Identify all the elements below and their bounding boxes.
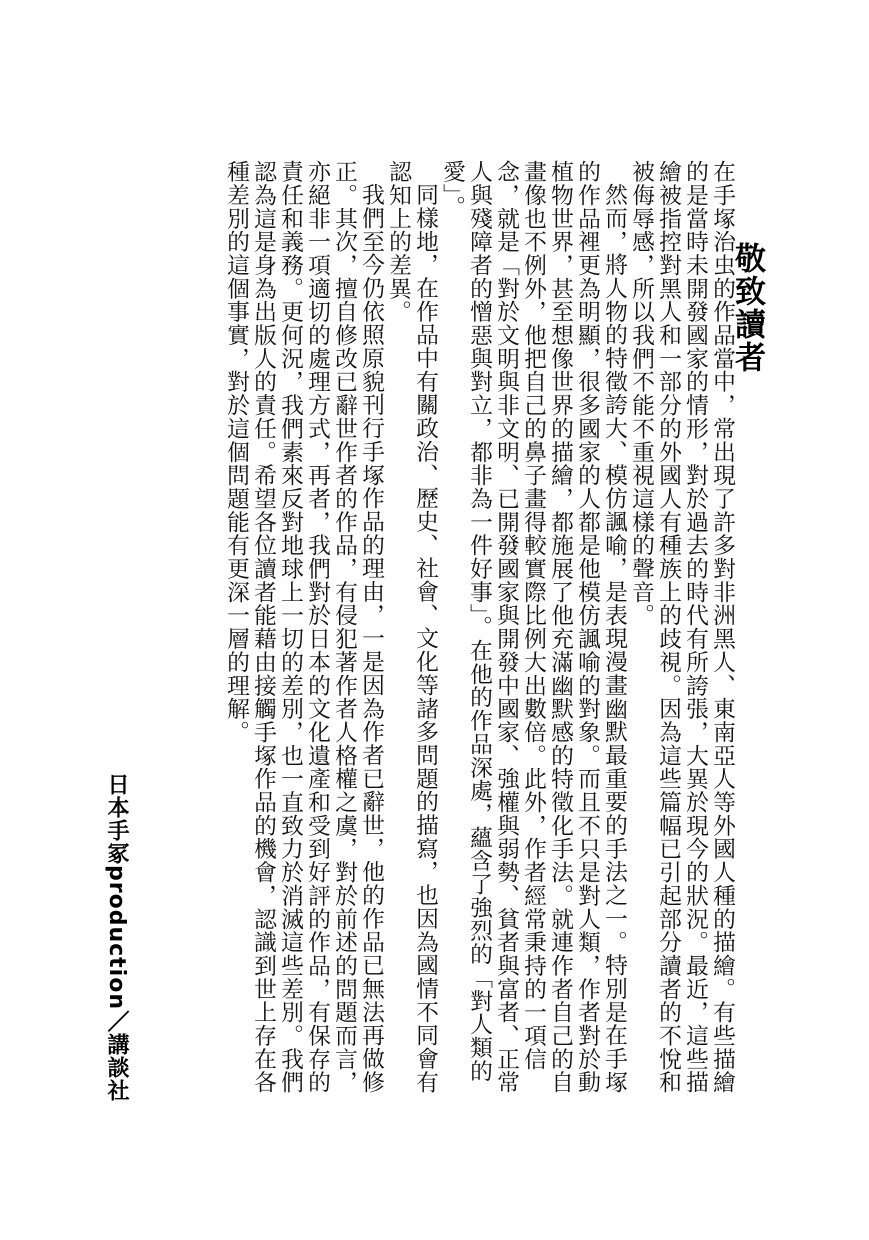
paragraph-1: 在手塚治虫的作品當中，常出現了許多對非洲黑人、東南亞人等外國人種的描繪。有些描繪的是當時未開發國家的情形，對於過去的時代有所誇張，大異於現今的狀況。最近，這些描繪被指控對黑人和一部分的外國人有種族上的歧視。因為這些篇幅已引起部分讀者的不悅和被侮辱感，所以我們不能不重視這樣的聲音。 xyxy=(628,160,735,1094)
paragraph-4: 我們至今仍依照原貌刊行手塚作品的理由，一是因為作者已辭世，他的作品已無法再做修正。其次，擅自修改已辭世作者的作品，有侵犯著作者人格權之虞，對於前述的問題而言，亦絕非一項適切的處理方式，再者，我們對於日本的文化遺產和受到好評的作品，有保存的責任和義務。更何況，我們素來反對地球上一切的差別，也一直致力於消滅這些差別。我們認為這是身為出版人的責任。希望各位讀者能藉由接觸手塚作品的機會，認識到世上存在各種差別的這個事實，對於這個問題能有更深一層的理解。 xyxy=(223,160,384,1094)
publisher-signature: 日本手冢production／講談社 xyxy=(104,773,129,1102)
paragraph-3: 同樣地，在作品中有關政治、歷史、社會、文化等諸多問題的描寫，也因為國情不同會有認知上的差異。 xyxy=(385,160,438,1094)
paragraph-2: 然而，將人物的特徵誇大、模仿諷喻，是表現漫畫幽默最重要的手法之一。特別是在手塚的作品裡更為明顯，很多國家的人都是他模仿諷喻的對象。而且不只是對人類，作者對於動植物世界，甚至想像世界的描繪，都施展了他充滿幽默感的特徵化手法。就連作者自己的自畫像也不例外，他把自己的鼻子畫得較實際比例大出數倍。此外，作者經常秉持的一項信念，就是「對於文明與非文明、已開發國家與開發中國家、強權與弱勢、貧者與富者、正常人與殘障者的憎惡與對立，都非為一件好事」。在他的作品深處，蘊含了強烈的「對人類的愛」。 xyxy=(439,160,627,1094)
notice-body xyxy=(222,160,735,1115)
notice-title: 敬致讀者 xyxy=(729,242,765,374)
